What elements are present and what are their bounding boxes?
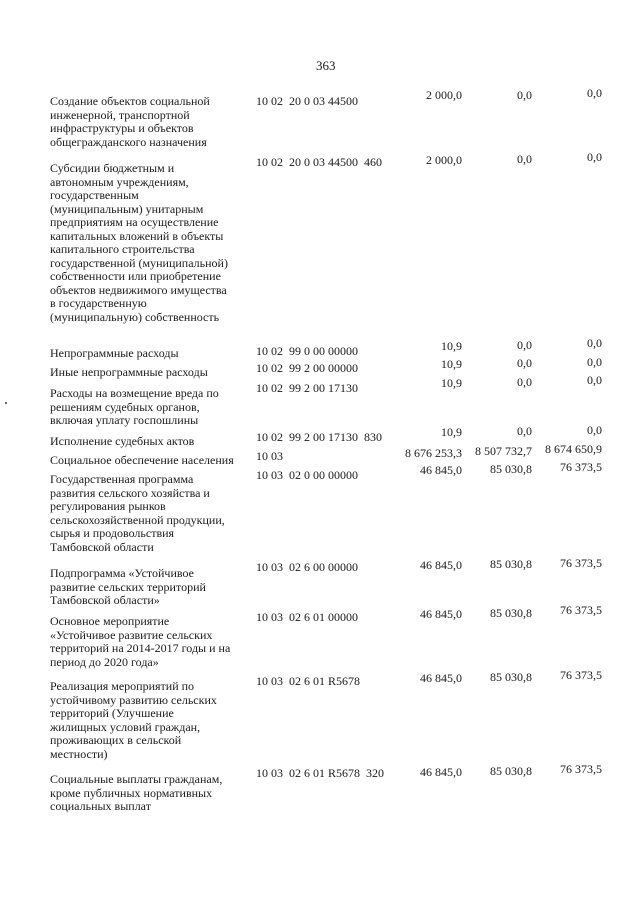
row-value-2: 0,0 (517, 152, 532, 166)
row-name: Расходы на возмещение вреда по решениям судебных органов, включая уплату госпошлины (50, 386, 219, 427)
row-name: Исполнение судебных актов (50, 434, 195, 448)
row-value-2: 85 030,8 (490, 670, 532, 684)
row-name: Непрограммные расходы (50, 346, 179, 360)
row-value-1: 46 845,0 (420, 671, 462, 685)
row-name: Иные непрограммные расходы (50, 365, 208, 379)
page-number: 363 (316, 58, 336, 73)
row-value-3: 76 373,5 (560, 603, 602, 617)
row-value-3: 0,0 (587, 373, 602, 387)
row-value-1: 2 000,0 (426, 153, 462, 167)
row-value-3: 76 373,5 (560, 762, 602, 776)
row-value-1: 10,9 (441, 425, 462, 439)
row-value-3: 8 674 650,9 (545, 442, 602, 456)
row-code: 10 03 02 6 01 R5678 320 (256, 766, 385, 780)
row-value-2: 85 030,8 (490, 557, 532, 571)
row-value-1: 46 845,0 (420, 463, 462, 477)
row-code: 10 02 20 0 03 44500 460 (256, 155, 382, 169)
row-code: 10 03 02 6 01 R5678 (256, 674, 361, 688)
row-value-2: 85 030,8 (490, 606, 532, 620)
row-value-3: 0,0 (587, 423, 602, 437)
row-value-3: 76 373,5 (560, 460, 602, 474)
row-value-1: 10,9 (441, 357, 462, 371)
row-value-1: 8 676 253,3 (405, 446, 462, 460)
row-name: Реализация мероприятий по устойчивому развитию сельских территорий (Улучшение жилищных условий граждан, проживающих в сельской местности) (50, 679, 217, 761)
row-value-1: 46 845,0 (420, 558, 462, 572)
row-code: 10 02 20 0 03 44500 (256, 94, 358, 108)
row-value-1: 46 845,0 (420, 607, 462, 621)
row-code: 10 03 02 6 00 00000 (256, 560, 358, 574)
row-code: 10 03 02 6 01 00000 (256, 610, 358, 624)
row-name: Социальное обеспечение населения (50, 453, 234, 467)
row-code: 10 03 02 0 00 00000 (256, 468, 358, 482)
row-value-3: 76 373,5 (560, 668, 602, 682)
row-name: Государственная программа развития сельского хозяйства и регулирования рынков сельскохозяйственной продукции, сырья и продовольствия Тамбовской области (50, 472, 225, 554)
row-value-3: 0,0 (587, 355, 602, 369)
row-value-2: 85 030,8 (490, 764, 532, 778)
row-value-2: 0,0 (517, 356, 532, 370)
scan-mark (5, 402, 7, 404)
row-value-2: 0,0 (517, 375, 532, 389)
row-value-2: 8 507 732,7 (475, 444, 532, 458)
row-name: Создание объектов социальной инженерной, транспортной инфраструктуры и объектов общегражданского назначения (50, 94, 210, 149)
row-value-1: 2 000,0 (426, 88, 462, 102)
row-value-3: 0,0 (587, 336, 602, 350)
row-name: Социальные выплаты гражданам, кроме публичных нормативных социальных выплат (50, 772, 223, 813)
row-name: Основное мероприятие «Устойчивое развитие сельских территорий на 2014-2017 годы и на период до 2020 года» (50, 614, 231, 669)
row-value-3: 0,0 (587, 150, 602, 164)
row-name: Субсидии бюджетным и автономным учреждениям, государственным (муниципальным) унитарным предприятиям на осуществление капитальных вложений в объекты капитального строительства государственной (муниципальной) собственности или приобретение объектов недвижимого имущества в государственную (муниципальную) собственность (50, 161, 228, 324)
row-value-1: 10,9 (441, 376, 462, 390)
row-value-3: 76 373,5 (560, 556, 602, 570)
row-value-2: 0,0 (517, 88, 532, 102)
row-value-1: 46 845,0 (420, 765, 462, 779)
row-code: 10 03 (256, 449, 283, 463)
row-code: 10 02 99 2 00 17130 830 (256, 430, 382, 444)
row-code: 10 02 99 2 00 17130 (256, 381, 358, 395)
row-value-1: 10,9 (441, 339, 462, 353)
row-value-2: 0,0 (517, 338, 532, 352)
row-value-3: 0,0 (587, 86, 602, 100)
row-value-2: 0,0 (517, 424, 532, 438)
row-value-2: 85 030,8 (490, 462, 532, 476)
row-name: Подпрограмма «Устойчивое развитие сельских территорий Тамбовской области» (50, 566, 206, 607)
row-code: 10 02 99 0 00 00000 (256, 344, 358, 358)
row-code: 10 02 99 2 00 00000 (256, 361, 358, 375)
